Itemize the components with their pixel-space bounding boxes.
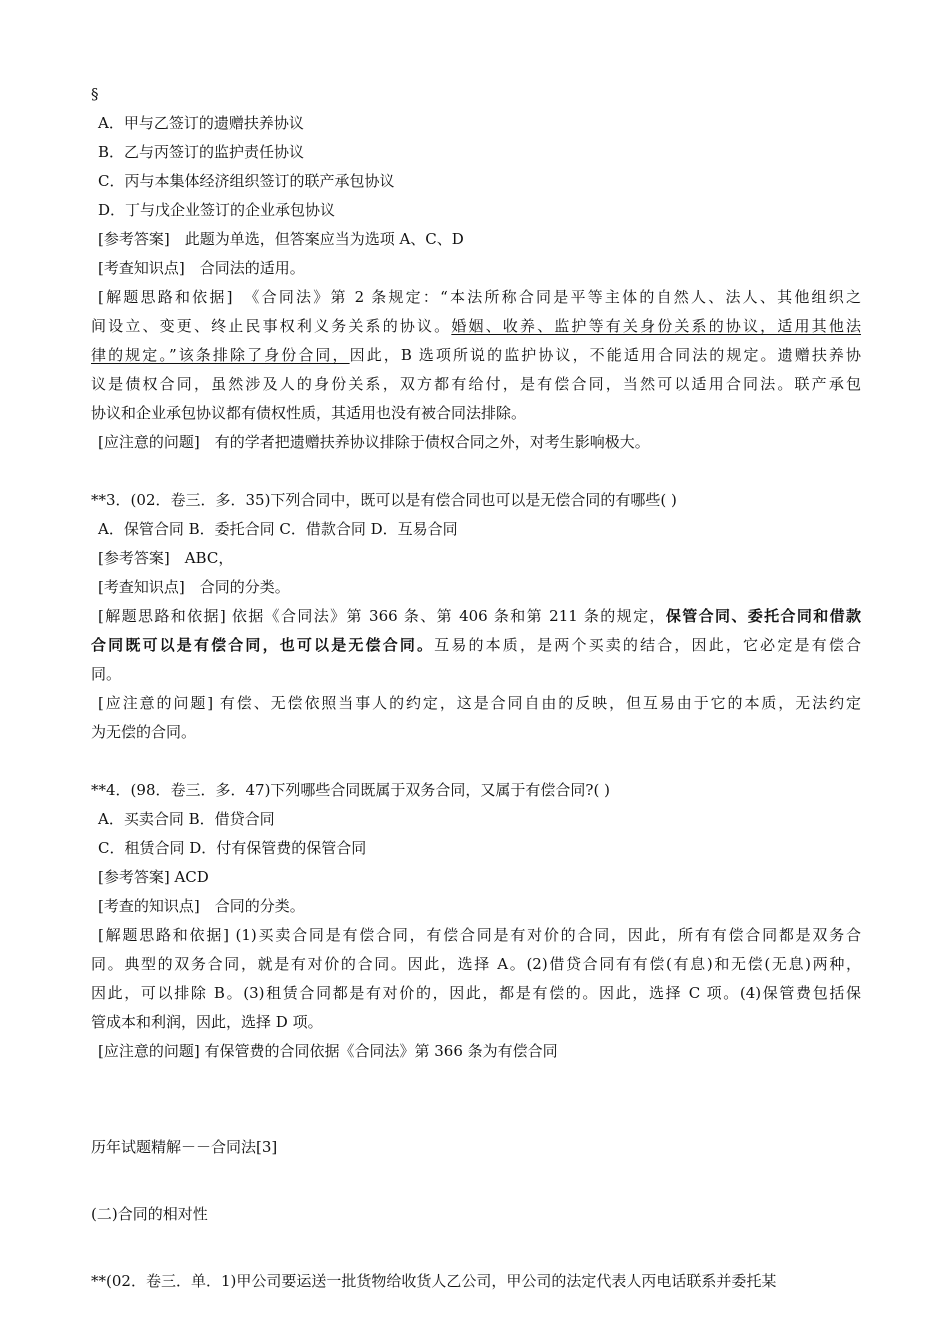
underlined-text: 律的规定。”该条排除了身份合同， [91,346,350,364]
section-subtitle: (二)合同的相对性 [91,1205,208,1223]
option-b: B．乙与丙签订的监护责任协议 [98,143,305,161]
analysis-text: [解题思路和依据] 依据《合同法》第 366 条、第 406 条和第 211 条的规定， [98,607,666,625]
bold-text: 保管合同、委托合同和借款 [665,607,861,625]
reference-answer: [参考答案] ABC， [98,549,234,567]
option-c: C．丙与本集体经济组织签订的联产承包协议 [98,172,395,190]
analysis-line: 议是债权合同，虽然涉及人的身份关系，双方都有给付，是有偿合同，当然可以适用合同法。联产承包 [91,375,861,393]
knowledge-point: [考查的知识点] 合同的分类。 [98,897,305,915]
knowledge-point: [考查知识点] 合同的分类。 [98,578,290,596]
analysis-line [91,312,861,341]
question-options: C．租赁合同 D．付有保管费的保管合同 [98,839,367,857]
question-options: A．买卖合同 B．借贷合同 [98,810,275,828]
analysis-line: 协议和企业承包协议都有债权性质，其适用也没有被合同法排除。 [91,404,527,422]
reference-answer: [参考答案] ACD [98,868,209,886]
analysis-line: 因此，可以排除 B。(3)租赁合同都是有对价的，因此，都是有偿的。因此，选择 C 项。(4)保管费包括保 [91,984,861,1002]
section-title: 历年试题精解－－合同法[3] [91,1138,278,1156]
analysis-line: [解题思路和依据] 《合同法》第 2 条规定：“本法所称合同是平等主体的自然人、法人、其他组织之 [98,288,861,306]
attention-note: [应注意的问题] 有的学者把遗赠扶养协议排除于债权合同之外，对考生影响极大。 [98,433,650,451]
bold-text: 合同既可以是有偿合同，也可以是无偿合同。 [91,636,435,654]
reference-answer: [参考答案] 此题为单选，但答案应当为选项 A、C、D [98,230,464,248]
question-stem: **3．(02．卷三．多．35)下列合同中，既可以是有偿合同也可以是无偿合同的有哪些( ) [91,491,677,509]
analysis-line: 同。典型的双务合同，就是有对价的合同。因此，选择 A。(2)借贷合同有有偿(有息)和无偿(无息)两种， [91,955,861,973]
option-a: A．甲与乙签订的遗赠扶养协议 [98,114,304,132]
analysis-line [91,631,861,660]
analysis-line: 同。 [91,665,122,683]
analysis-text: 间设立、变更、终止民事权利义务关系的协议。 [91,317,452,335]
question-stem: **4．(98．卷三．多．47)下列哪些合同既属于双务合同，又属于有偿合同?( ) [91,781,610,799]
analysis-text: 因此，B 选项所说的监护协议，不能适用合同法的规定。遗赠扶养协 [349,346,862,364]
question-stem: **(02．卷三．单．1)甲公司要运送一批货物给收货人乙公司，甲公司的法定代表人丙电话联系并委托某 [91,1272,777,1290]
attention-note: [应注意的问题] 有保管费的合同依据《合同法》第 366 条为有偿合同 [98,1042,558,1060]
analysis-text: 互易的本质，是两个买卖的结合，因此，它必定是有偿合 [434,636,861,654]
analysis-line [91,341,861,370]
document-page [91,80,861,1296]
knowledge-point: [考查知识点] 合同法的适用。 [98,259,305,277]
attention-note: [应注意的问题] 有偿、无偿依照当事人的约定，这是合同自由的反映，但互易由于它的本质，无法约定 [98,694,861,712]
attention-note: 为无偿的合同。 [91,723,197,741]
option-d: D．丁与戊企业签订的企业承包协议 [98,201,336,219]
analysis-line: 管成本和利润，因此，选择 D 项。 [91,1013,323,1031]
analysis-line: [解题思路和依据] (1)买卖合同是有偿合同，有偿合同是有对价的合同，因此，所有有偿合同都是双务合 [98,926,861,944]
question-options: A．保管合同 B．委托合同 C．借款合同 D．互易合同 [98,520,458,538]
section-marker: § [91,85,99,103]
analysis-line [91,602,861,631]
underlined-text: 婚姻、收养、监护等有关身份关系的协议，适用其他法 [451,317,861,335]
